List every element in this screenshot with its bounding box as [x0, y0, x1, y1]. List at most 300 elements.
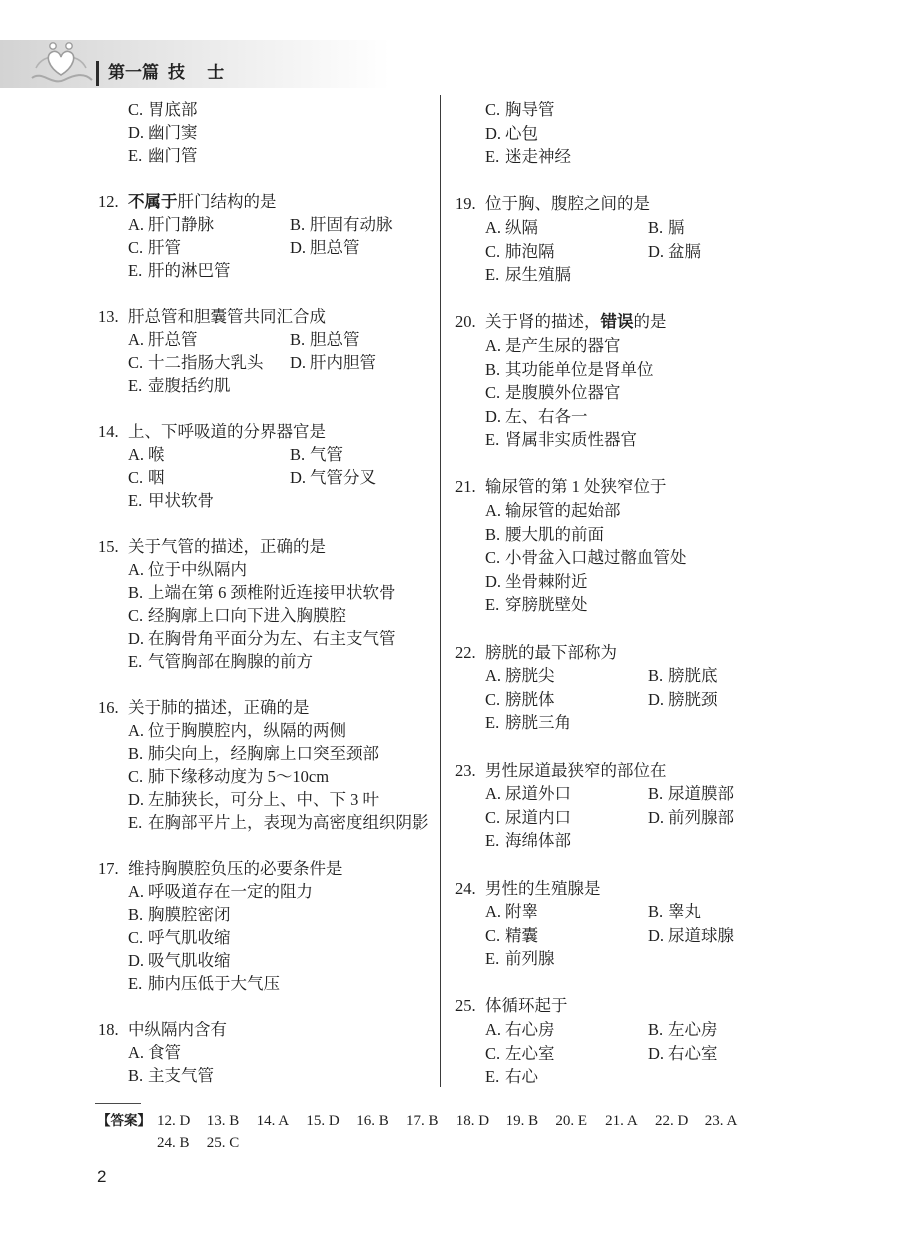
option-label: D.: [648, 807, 665, 827]
option-label: E.: [128, 261, 143, 280]
option-label: C.: [128, 100, 144, 119]
option-d: [648, 924, 811, 948]
question-block: [98, 857, 438, 995]
option-list: [485, 664, 815, 735]
section-label: 第一篇: [108, 63, 159, 82]
option-d: [290, 466, 452, 489]
option-c: [485, 1042, 648, 1066]
option-label: E.: [485, 147, 500, 167]
option-label: E.: [128, 813, 143, 832]
option-text: 肾属非实质性器官: [505, 430, 637, 450]
option-text: 胆总管: [310, 238, 360, 257]
option-list: [128, 558, 438, 673]
heart-people-logo-icon: [26, 38, 96, 90]
option-list: [128, 213, 438, 282]
answer-item: 21. A: [605, 1113, 638, 1129]
question-number: 23.: [455, 760, 476, 780]
option-text: 穿膀胱壁处: [505, 595, 588, 615]
option-d: [128, 627, 438, 650]
option-text: 睾丸: [668, 902, 701, 922]
option-label: D.: [648, 689, 665, 709]
answer-item: 15. D: [306, 1113, 340, 1129]
option-text: 输尿管的起始部: [505, 501, 621, 521]
option-text: 气管胸部在胸腺的前方: [148, 652, 313, 671]
option-d: [128, 788, 438, 811]
question-block: [455, 475, 815, 617]
question-stem: 的是: [633, 312, 667, 332]
option-d: [648, 688, 811, 712]
option-label: A.: [128, 215, 145, 234]
option-b: [648, 664, 811, 688]
option-b: [648, 1018, 811, 1042]
answer-item: 18. D: [455, 1113, 490, 1129]
option-label: A.: [485, 784, 502, 804]
option-e: [485, 428, 815, 452]
question-stem: 关于肺的描述，正确的是: [128, 698, 310, 717]
option-label: E.: [485, 831, 500, 851]
option-text: 吸气肌收缩: [148, 951, 231, 970]
running-header: [108, 62, 224, 84]
option-text: 呼气肌收缩: [148, 928, 231, 947]
option-text: 十二指肠大乳头: [148, 353, 264, 372]
option-list: [485, 900, 815, 971]
option-c: [485, 381, 815, 405]
option-label: A.: [485, 902, 502, 922]
option-c: [485, 924, 648, 948]
option-a: [485, 216, 648, 240]
option-c: [128, 466, 290, 489]
question-stem-line: [455, 475, 815, 499]
option-d: [128, 121, 438, 144]
option-text: 位于中纵隔内: [148, 560, 247, 579]
answer-item: 13. B: [206, 1113, 240, 1129]
option-text: 壶腹括约肌: [148, 376, 231, 395]
option-label: A.: [128, 445, 145, 464]
option-b: [128, 581, 438, 604]
option-text: 小骨盆入口越过髂血管处: [505, 548, 687, 568]
option-label: A.: [128, 882, 145, 901]
option-label: E.: [485, 430, 500, 450]
answer-item: 25. C: [206, 1135, 240, 1151]
answer-rule: [95, 1103, 141, 1104]
option-e: [128, 144, 438, 167]
option-label: B.: [128, 905, 144, 924]
option-e: [485, 947, 648, 971]
option-a: [485, 664, 648, 688]
question-number: 18.: [98, 1020, 119, 1039]
option-c: [128, 351, 290, 374]
question-stem-line: [98, 305, 438, 328]
option-e: [485, 145, 815, 169]
option-text: 幽门窦: [148, 123, 198, 142]
option-text: 肝门静脉: [148, 215, 214, 234]
option-text: 左心室: [505, 1043, 555, 1063]
option-text: 肺内压低于大气压: [148, 974, 280, 993]
option-label: A.: [128, 1043, 145, 1062]
option-label: E.: [485, 1067, 500, 1087]
question-stem-line: [455, 759, 815, 783]
option-text: 尿道膜部: [668, 784, 734, 804]
option-text: 尿道外口: [505, 784, 571, 804]
question-stem: 膀胱的最下部称为: [485, 642, 617, 662]
question-block: [455, 994, 815, 1088]
answer-list: [157, 1110, 757, 1154]
question-stem-line: [455, 641, 815, 665]
option-c: [485, 806, 648, 830]
question-stem-line: [455, 310, 815, 334]
option-text: 食管: [148, 1043, 181, 1062]
question-stem-line: [98, 857, 438, 880]
option-a: [128, 328, 290, 351]
option-label: C.: [128, 238, 144, 257]
option-label: C.: [485, 241, 501, 261]
question-stem-line: [98, 1018, 438, 1041]
option-a: [485, 334, 815, 358]
question-number: 16.: [98, 698, 119, 717]
option-text: 肝管: [148, 238, 181, 257]
option-b: [128, 903, 438, 926]
option-text: 盆膈: [668, 241, 701, 261]
answer-item: 20. E: [555, 1113, 588, 1129]
column-divider: [440, 95, 441, 1087]
option-c: [485, 240, 648, 264]
option-text: 左肺狭长，可分上、中、下 3 叶: [148, 790, 379, 809]
question-stem-line: [455, 994, 815, 1018]
option-c: [128, 926, 438, 949]
option-d: [485, 405, 815, 429]
option-label: D.: [128, 790, 145, 809]
question-block: [98, 535, 438, 673]
option-text: 尿生殖膈: [505, 265, 571, 285]
option-e: [128, 972, 438, 995]
option-b: [290, 213, 452, 236]
option-text: 右心室: [668, 1043, 718, 1063]
option-label: A.: [128, 721, 145, 740]
question-stem: 关于肾的描述，: [485, 312, 601, 332]
option-label: C.: [485, 383, 501, 403]
option-label: D.: [128, 123, 145, 142]
option-label: B.: [485, 359, 501, 379]
option-text: 海绵体部: [505, 831, 571, 851]
option-label: B.: [648, 902, 664, 922]
option-text: 是腹膜外位器官: [505, 383, 621, 403]
option-e: [128, 489, 290, 512]
option-text: 气管: [310, 445, 343, 464]
question-stem-line: [98, 190, 438, 213]
option-text: 迷走神经: [505, 147, 571, 167]
option-list: [485, 216, 815, 287]
option-label: E.: [128, 146, 143, 165]
option-a: [485, 900, 648, 924]
option-text: 在胸部平片上，表现为高密度组织阴影: [148, 813, 429, 832]
option-label: C.: [485, 548, 501, 568]
option-label: B.: [290, 445, 306, 464]
option-text: 左、右各一: [505, 406, 588, 426]
question-stem: 位于胸、腹腔之间的是: [485, 194, 650, 214]
option-label: A.: [485, 335, 502, 355]
option-text: 呼吸道存在一定的阻力: [148, 882, 313, 901]
option-list: [485, 98, 815, 169]
option-text: 其功能单位是肾单位: [505, 359, 654, 379]
option-b: [485, 523, 815, 547]
option-label: C.: [485, 689, 501, 709]
option-list: [485, 782, 815, 853]
option-text: 尿道球腺: [668, 925, 734, 945]
option-c: [128, 98, 438, 121]
option-text: 胸导管: [505, 100, 555, 119]
option-text: 纵隔: [505, 217, 538, 237]
option-e: [485, 593, 815, 617]
option-text: 气管分叉: [310, 468, 376, 487]
answer-item: 16. B: [356, 1113, 389, 1129]
option-text: 膀胱颈: [668, 689, 718, 709]
option-d: [648, 240, 811, 264]
question-block: [455, 759, 815, 853]
option-c: [485, 688, 648, 712]
question-stem-line: [98, 696, 438, 719]
option-label: E.: [485, 595, 500, 615]
option-label: A.: [128, 560, 145, 579]
left-column: [98, 98, 438, 1087]
option-label: C.: [485, 925, 501, 945]
option-d: [290, 351, 452, 374]
option-label: D.: [290, 353, 307, 372]
option-label: B.: [290, 330, 306, 349]
option-text: 尿道内口: [505, 807, 571, 827]
question-number: 15.: [98, 537, 119, 556]
option-text: 肺泡隔: [505, 241, 555, 261]
option-e: [485, 711, 648, 735]
option-c: [485, 98, 815, 122]
answer-item: 19. B: [505, 1113, 539, 1129]
option-label: E.: [128, 652, 143, 671]
logo-wave: [32, 75, 92, 81]
option-label: D.: [128, 629, 145, 648]
question-block: [98, 190, 438, 282]
option-list: [128, 443, 438, 512]
option-text: 是产生尿的器官: [505, 335, 621, 355]
option-label: D.: [290, 238, 307, 257]
option-list: [128, 719, 438, 834]
option-b: [128, 1064, 438, 1087]
question-number: 25.: [455, 996, 476, 1016]
option-text: 肺下缘移动度为 5～10cm: [148, 767, 330, 786]
section-title: 技 士: [168, 63, 225, 82]
question-block: [98, 420, 438, 512]
option-label: B.: [485, 524, 501, 544]
option-text: 肝的淋巴管: [148, 261, 231, 280]
option-a: [128, 719, 438, 742]
option-e: [128, 374, 290, 397]
option-label: B.: [648, 1020, 664, 1040]
option-a: [128, 213, 290, 236]
logo-head-left: [50, 43, 56, 49]
option-text: 精囊: [505, 925, 538, 945]
option-text: 坐骨棘附近: [505, 571, 588, 591]
option-label: D.: [648, 241, 665, 261]
option-text: 附睾: [505, 902, 538, 922]
option-label: E.: [485, 949, 500, 969]
option-text: 主支气管: [148, 1066, 214, 1085]
question-stem: 男性尿道最狭窄的部位在: [485, 760, 667, 780]
option-label: D.: [648, 1043, 665, 1063]
question-stem-emphasis: 不属于: [128, 192, 178, 211]
option-e: [485, 829, 648, 853]
option-text: 膈: [668, 217, 685, 237]
question-stem: 输尿管的第 1 处狭窄位于: [485, 477, 667, 497]
question-number: 12.: [98, 192, 119, 211]
option-text: 喉: [148, 445, 165, 464]
option-label: C.: [128, 767, 144, 786]
option-b: [290, 328, 452, 351]
option-label: C.: [485, 807, 501, 827]
option-label: E.: [485, 713, 500, 733]
question-number: 22.: [455, 642, 476, 662]
question-block: [455, 310, 815, 452]
option-c: [485, 546, 815, 570]
answer-heading: 【答案】: [97, 1113, 151, 1128]
option-a: [128, 443, 290, 466]
option-label: D.: [485, 123, 502, 143]
option-label: E.: [485, 265, 500, 285]
option-a: [128, 558, 438, 581]
option-a: [128, 1041, 438, 1064]
option-a: [485, 782, 648, 806]
question-number: 19.: [455, 194, 476, 214]
question-block-continued: [455, 98, 815, 169]
question-stem-line: [98, 420, 438, 443]
option-label: C.: [128, 606, 144, 625]
option-label: D.: [648, 925, 665, 945]
answer-item: 17. B: [405, 1113, 439, 1129]
option-b: [290, 443, 452, 466]
option-label: A.: [485, 501, 502, 521]
question-block: [455, 877, 815, 971]
option-d: [128, 949, 438, 972]
option-label: B.: [128, 1066, 144, 1085]
logo-heart: [48, 51, 73, 75]
option-label: C.: [485, 1043, 501, 1063]
option-list: [485, 1018, 815, 1089]
option-label: B.: [128, 744, 144, 763]
option-label: E.: [128, 491, 143, 510]
question-stem: 男性的生殖腺是: [485, 878, 601, 898]
question-stem-emphasis: 错误: [600, 312, 634, 332]
option-label: B.: [290, 215, 306, 234]
option-c: [128, 604, 438, 627]
option-label: C.: [128, 353, 144, 372]
option-text: 甲状软骨: [148, 491, 214, 510]
option-label: D.: [128, 951, 145, 970]
option-list: [128, 98, 438, 167]
question-number: 13.: [98, 307, 119, 326]
option-text: 右心: [505, 1067, 538, 1087]
option-list: [128, 1041, 438, 1087]
question-number: 14.: [98, 422, 119, 441]
question-stem: 上、下呼吸道的分界器官是: [128, 422, 326, 441]
option-list: [128, 880, 438, 995]
right-column: [455, 98, 815, 1089]
option-text: 经胸廓上口向下进入胸膜腔: [148, 606, 346, 625]
option-a: [128, 880, 438, 903]
option-label: B.: [648, 217, 664, 237]
option-label: A.: [485, 1020, 502, 1040]
question-block: [98, 305, 438, 397]
option-d: [648, 806, 811, 830]
option-text: 肺尖向上，经胸廓上口突至颈部: [148, 744, 379, 763]
option-label: C.: [128, 928, 144, 947]
option-b: [648, 782, 811, 806]
option-text: 上端在第 6 颈椎附近连接甲状软骨: [148, 583, 396, 602]
option-label: B.: [128, 583, 144, 602]
question-stem: 肝门结构的是: [177, 192, 277, 211]
option-text: 右心房: [505, 1020, 555, 1040]
question-stem: 体循环起于: [485, 996, 568, 1016]
option-text: 腰大肌的前面: [505, 524, 604, 544]
option-text: 胃底部: [148, 100, 198, 119]
question-number: 17.: [98, 859, 119, 878]
option-label: A.: [128, 330, 145, 349]
option-text: 膀胱三角: [505, 713, 571, 733]
option-text: 位于胸膜腔内，纵隔的两侧: [148, 721, 346, 740]
option-list: [485, 499, 815, 617]
option-d: [290, 236, 452, 259]
option-text: 膀胱尖: [505, 666, 555, 686]
question-block: [98, 696, 438, 834]
option-label: D.: [485, 571, 502, 591]
option-text: 胆总管: [310, 330, 360, 349]
question-stem-line: [455, 192, 815, 216]
option-d: [485, 122, 815, 146]
option-list: [485, 334, 815, 452]
question-stem: 维持胸膜腔负压的必要条件是: [128, 859, 343, 878]
question-number: 20.: [455, 312, 476, 332]
answer-item: 22. D: [654, 1113, 689, 1129]
question-block: [455, 641, 815, 735]
option-b: [648, 216, 811, 240]
question-number: 21.: [455, 477, 476, 497]
option-d: [485, 570, 815, 594]
question-stem: 中纵隔内含有: [128, 1020, 227, 1039]
option-a: [485, 499, 815, 523]
option-list: [128, 328, 438, 397]
answer-item: 14. A: [256, 1113, 290, 1129]
header-divider: [96, 61, 99, 86]
question-block: [455, 192, 815, 286]
question-stem-line: [98, 535, 438, 558]
option-a: [485, 1018, 648, 1042]
option-label: D.: [485, 406, 502, 426]
answer-item: 12. D: [157, 1113, 191, 1129]
option-label: E.: [128, 376, 143, 395]
question-block-continued: [98, 98, 438, 167]
option-text: 前列腺部: [668, 807, 734, 827]
question-stem-line: [455, 877, 815, 901]
option-e: [128, 811, 438, 834]
option-c: [128, 236, 290, 259]
option-label: A.: [485, 217, 502, 237]
option-label: C.: [128, 468, 144, 487]
logo-head-right: [66, 43, 72, 49]
answer-item: 24. B: [157, 1135, 190, 1151]
option-text: 膀胱底: [668, 666, 718, 686]
option-text: 咽: [148, 468, 165, 487]
option-label: C.: [485, 100, 501, 119]
option-text: 膀胱体: [505, 689, 555, 709]
option-label: A.: [485, 666, 502, 686]
option-d: [648, 1042, 811, 1066]
question-stem: 肝总管和胆囊管共同汇合成: [128, 307, 326, 326]
